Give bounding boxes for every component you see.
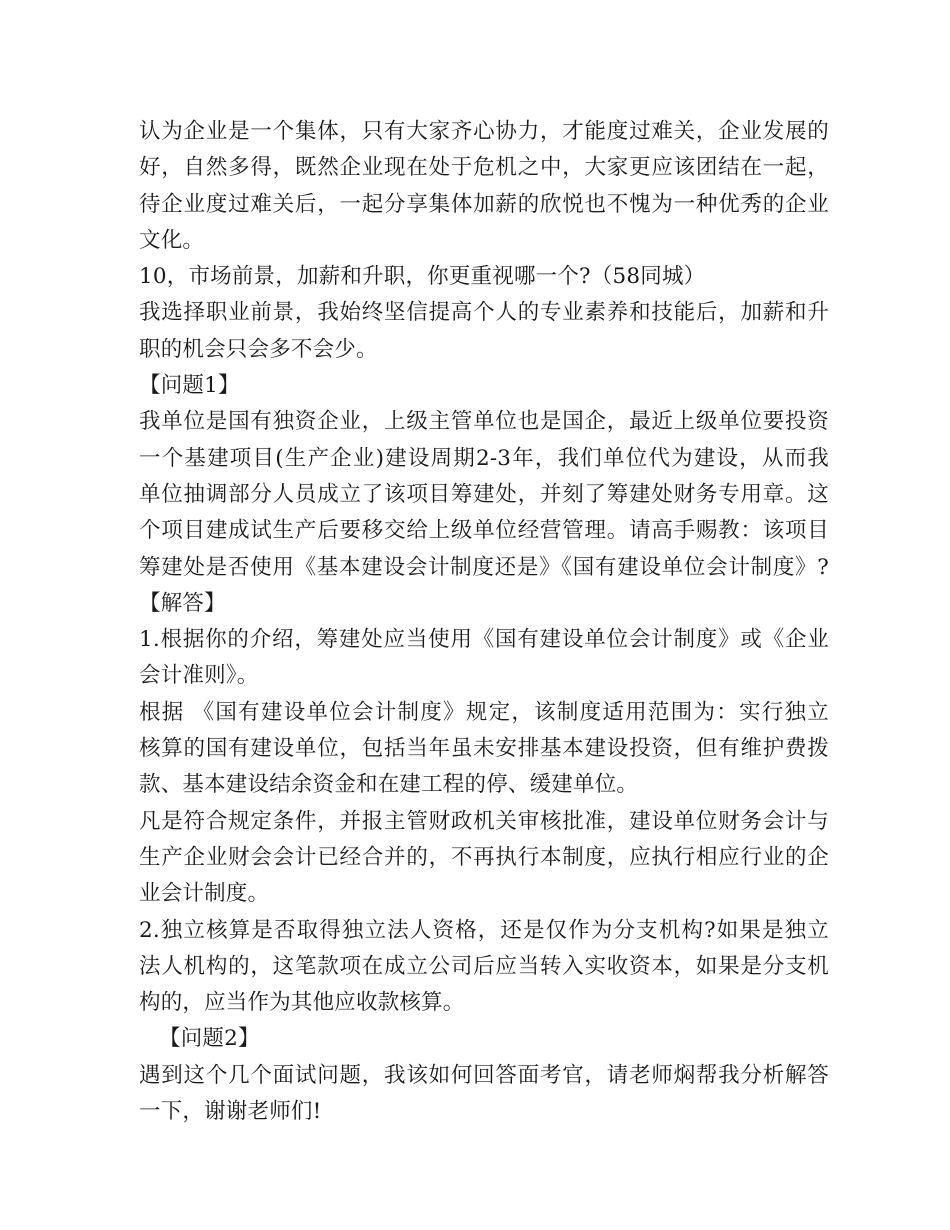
document-body: [139, 114, 829, 1130]
text-line: 凡是符合规定条件，并报主管财政机关审核批准，建设单位财务会计与: [139, 808, 829, 834]
text-line: 个项目建成试生产后要移交给上级单位经营管理。请高手赐教：该项目: [139, 518, 829, 544]
text-line: 待企业度过难关后，一起分享集体加薪的欣悦也不愧为一种优秀的企业: [139, 191, 829, 217]
text-line: 遇到这个几个面试问题，我该如何回答面考官，请老师焖帮我分析解答: [139, 1062, 829, 1088]
text-line: 我选择职业前景，我始终坚信提高个人的专业素养和技能后，加薪和升: [139, 300, 829, 326]
section-heading-answer: 【解答】: [139, 590, 226, 616]
text-line: 构的，应当作为其他应收款核算。: [139, 990, 465, 1016]
text-line: 根据 《国有建设单位会计制度》规定，该制度适用范围为：实行独立: [139, 699, 829, 725]
text-line: 生产企业财会会计已经合并的，不再执行本制度，应执行相应行业的企: [139, 844, 829, 870]
text-line: 1.根据你的介绍，筹建处应当使用《国有建设单位会计制度》或《企业: [139, 627, 829, 653]
text-line: 文化。: [139, 227, 205, 253]
text-line: 好，自然多得，既然企业现在处于危机之中，大家更应该团结在一起，: [139, 155, 829, 181]
text-line: 2.独立核算是否取得独立法人资格，还是仅作为分支机构?如果是独立: [139, 917, 829, 943]
text-line: 款、基本建设结余资金和在建工程的停、缓建单位。: [139, 772, 639, 798]
section-heading-question-2: 【问题2】: [159, 1026, 260, 1052]
text-line: 我单位是国有独资企业，上级主管单位也是国企，最近上级单位要投资: [139, 409, 829, 435]
text-line: 筹建处是否使用《基本建设会计制度还是》《国有建设单位会计制度》?: [139, 554, 829, 580]
question-10-line: 10，市场前景，加薪和升职，你更重视哪一个?（58同城）: [139, 264, 706, 290]
text-line: 认为企业是一个集体，只有大家齐心协力，才能度过难关，企业发展的: [139, 119, 829, 144]
text-line: 一下，谢谢老师们!: [139, 1099, 322, 1125]
section-heading-question-1: 【问题1】: [139, 373, 240, 399]
text-line: 业会计制度。: [139, 881, 270, 907]
text-line: 职的机会只会多不会少。: [139, 336, 378, 362]
text-line: 法人机构的，这笔款项在成立公司后应当转入实收资本，如果是分支机: [139, 953, 829, 979]
text-line: 单位抽调部分人员成立了该项目筹建处，并刻了筹建处财务专用章。这: [139, 481, 829, 507]
text-line: 会计准则》。: [139, 663, 259, 689]
text-line: 一个基建项目(生产企业)建设周期2-3年，我们单位代为建设，从而我: [139, 445, 829, 471]
text-line: 核算的国有建设单位，包括当年虽未安排基本建设投资，但有维护费拨: [139, 736, 829, 762]
